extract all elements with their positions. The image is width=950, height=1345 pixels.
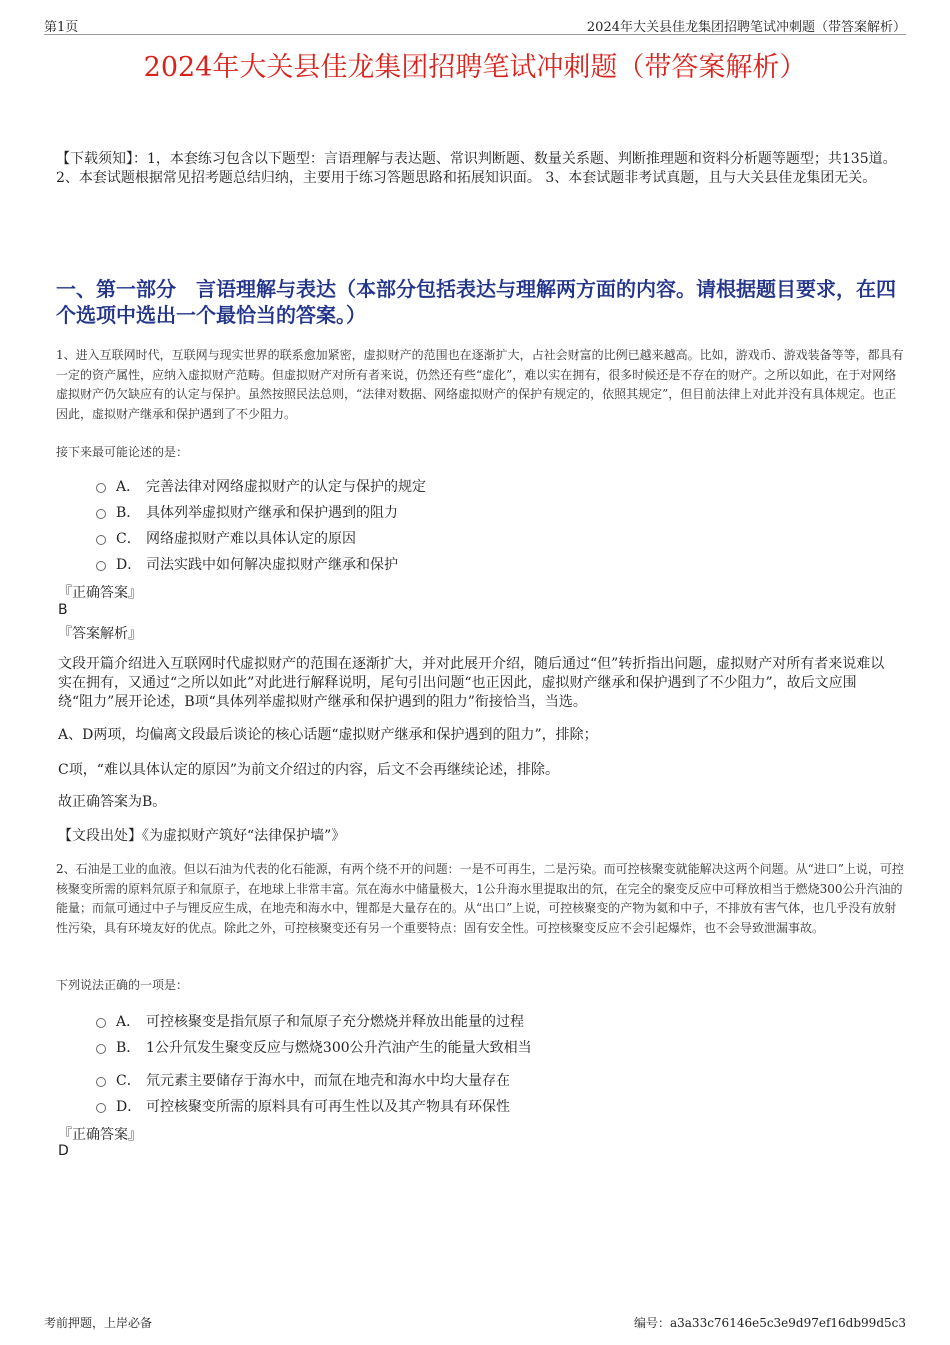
option-text: 司法实践中如何解决虚拟财产继承和保护 [146, 557, 398, 573]
radio-icon[interactable] [96, 535, 106, 545]
question-1-option-a[interactable] [96, 476, 426, 496]
option-text: 可控核聚变所需的原料具有可再生性以及其产物具有环保性 [146, 1099, 510, 1115]
option-text: 完善法律对网络虚拟财产的认定与保护的规定 [146, 479, 426, 495]
question-2-option-a[interactable] [96, 1011, 524, 1031]
question-2-stem: 2、石油是工业的血液。但以石油为代表的化石能源，有两个绕不开的问题：一是不可再生，二是污染。而可控核聚变就能解决这两个问题。从“进口”上说，可控核聚变所需的原料氘原子和氚原子，在地球上非常丰富。氘在海水中储量极大，1公升海水里提取出的氘，在完全的聚变反应中可释放相当于燃烧300公升汽油的能量；而氚可通过中子与锂反应生成，在地壳和海水中，锂都是大量存在的。从“出口”上说，可控核聚变的产物为氦和中子，不排放有害气体，也几乎没有放射性污染，具有环境友好的优点。除此之外，可控核聚变还有另一个重要特点：固有安全性。可控核聚变反应不会引起爆炸，也不会导致泄漏事故。 [56, 862, 904, 935]
question-1-answer: B [58, 602, 68, 618]
radio-icon[interactable] [96, 1018, 106, 1028]
radio-icon[interactable] [96, 1044, 106, 1054]
question-1-option-b[interactable] [96, 502, 398, 522]
page-number: 第1页 [44, 20, 79, 35]
option-text: 可控核聚变是指氘原子和氚原子充分燃烧并释放出能量的过程 [146, 1014, 524, 1030]
question-2-option-b[interactable] [96, 1037, 532, 1057]
option-letter: A． [116, 1014, 141, 1030]
page-header [44, 14, 906, 35]
radio-icon[interactable] [96, 1077, 106, 1087]
option-text: 氘元素主要储存于海水中，而氚在地壳和海水中均大量存在 [146, 1073, 510, 1089]
option-letter: D． [116, 557, 142, 573]
question-2-answer-label: 『正确答案』 [58, 1127, 142, 1143]
footer-doc-id: 编号：a3a33c76146e5c3e9d97ef16db99d5c3 [633, 1316, 906, 1330]
question-1-prompt: 接下来最可能论述的是： [56, 445, 189, 459]
question-1-stem: 1、进入互联网时代，互联网与现实世界的联系愈加紧密，虚拟财产的范围也在逐渐扩大，占社会财富的比例已越来越高。比如，游戏币、游戏装备等等，都具有一定的资产属性，应纳入虚拟财产范畴。但虚拟财产对所有者来说，仍然还有些“虚化”，难以实在拥有，很多时候还是不存在的财产。之所以如此，在于对网络虚拟财产仍欠缺应有的认定与保护。虽然按照民法总则，“法律对数据、网络虚拟财产的保护有规定的，依照其规定”，但目前法律上对此并没有具体规定。也正因此，虚拟财产继承和保护遇到了不少阻力。 [56, 348, 904, 421]
option-letter: D． [116, 1099, 142, 1115]
option-text: 网络虚拟财产难以具体认定的原因 [146, 531, 356, 547]
source-citation: 【文段出处】《为虚拟财产筑好“法律保护墙”》 [58, 828, 346, 844]
radio-icon[interactable] [96, 1103, 106, 1113]
header-title: 2024年大关县佳龙集团招聘笔试冲刺题（带答案解析） [586, 20, 906, 35]
radio-icon[interactable] [96, 561, 106, 571]
radio-icon[interactable] [96, 509, 106, 519]
question-1-answer-label: 『正确答案』 [58, 585, 142, 601]
question-2-option-d[interactable] [96, 1096, 510, 1116]
footer-slogan: 考前押题，上岸必备 [44, 1316, 153, 1330]
option-text: 1公升氘发生聚变反应与燃烧300公升汽油产生的能量大致相当 [146, 1040, 532, 1056]
download-notice: 【下载须知】：1，本套练习包含以下题型：言语理解与表达题、常识判断题、数量关系题、判断推理题和资料分析题等题型；共135道。 2、本套试题根据常见招考题总结归纳，主要用于练习答题思路和拓展知识面。 3、本套试题非考试真题，且与大关县佳龙集团无关。 [56, 151, 897, 186]
section-heading: 一、第一部分 言语理解与表达（本部分包括表达与理解两方面的内容。请根据题目要求，在四个选项中选出一个最恰当的答案。） [56, 277, 896, 327]
radio-icon[interactable] [96, 483, 106, 493]
option-letter: C． [116, 531, 141, 547]
analysis-paragraph: 故正确答案为B。 [58, 794, 167, 810]
question-1-option-d[interactable] [96, 554, 398, 574]
document-title: 2024年大关县佳龙集团招聘笔试冲刺题（带答案解析） [143, 52, 807, 83]
question-2-answer: D [58, 1143, 69, 1159]
question-1-option-c[interactable] [96, 528, 356, 548]
question-1-analysis-label: 『答案解析』 [58, 626, 142, 642]
question-2-option-c[interactable] [96, 1070, 510, 1090]
option-letter: B． [116, 505, 141, 521]
analysis-paragraph: 文段开篇介绍进入互联网时代虚拟财产的范围在逐渐扩大，并对此展开介绍，随后通过“但”转折指出问题，虚拟财产对所有者来说难以实在拥有，又通过“之所以如此”对此进行解释说明，尾句引出问题“也正因此，虚拟财产继承和保护遇到了不少阻力”，故后文应围绕“阻力”展开论述，B项“具体列举虚拟财产继承和保护遇到的阻力”衔接恰当，当选。 [58, 656, 885, 710]
option-letter: C． [116, 1073, 141, 1089]
option-letter: B． [116, 1040, 141, 1056]
analysis-paragraph: A、D两项，均偏离文段最后谈论的核心话题“虚拟财产继承和保护遇到的阻力”，排除； [58, 727, 598, 743]
option-text: 具体列举虚拟财产继承和保护遇到的阻力 [146, 505, 398, 521]
option-letter: A． [116, 479, 141, 495]
question-2-prompt: 下列说法正确的一项是： [56, 978, 189, 992]
analysis-paragraph: C项，“难以具体认定的原因”为前文介绍过的内容，后文不会再继续论述，排除。 [58, 762, 560, 778]
